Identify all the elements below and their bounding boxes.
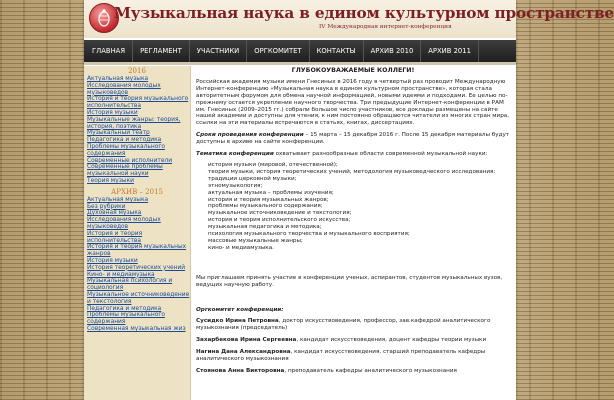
dates-paragraph	[196, 132, 510, 146]
main-content	[196, 68, 510, 400]
sidebar-link[interactable]: Музыкальная психология и социология	[87, 278, 173, 292]
page-container	[84, 0, 614, 400]
member-role: , кандидат искусствоведения, старший преподаватель кафедры аналитического музыкознания	[196, 349, 486, 363]
sidebar-item	[87, 197, 190, 204]
sidebar-link[interactable]: Теория музыки	[87, 177, 134, 184]
list-item: массовые музыкальные жанры;	[208, 237, 303, 244]
member-name: Захарбекова Ирина Сергеевна	[196, 337, 297, 344]
committee-heading: Оргкомитет конференции:	[196, 306, 284, 313]
sidebar-item	[87, 244, 190, 258]
sidebar-link[interactable]: Современные исполнители	[87, 157, 173, 164]
committee-member	[196, 368, 510, 375]
topics-label: Тематика конференции	[196, 151, 274, 158]
sidebar-item	[87, 278, 190, 292]
sidebar-link[interactable]: Духовная музыка	[87, 210, 142, 217]
committee-member	[196, 337, 510, 344]
spacer	[196, 294, 510, 307]
sidebar-item	[87, 231, 190, 245]
sidebar-link[interactable]: Актуальная музыка	[87, 76, 149, 82]
sidebar-item	[87, 178, 190, 185]
sidebar-link[interactable]: Актуальная музыка	[87, 196, 149, 203]
list-item: теория музыки, история теоретических учений, методология музыковедческого исследования;	[208, 168, 496, 175]
sidebar-item	[87, 306, 190, 313]
sidebar-heading-2016: 2016	[128, 67, 146, 75]
topics-text: охватывает разнообразные области современной музыкальной науки:	[273, 151, 488, 158]
sidebar-item	[87, 210, 190, 217]
list-item: актуальная музыка – проблемы изучения;	[208, 189, 334, 196]
sidebar-item	[87, 164, 190, 178]
sidebar-item	[87, 144, 190, 158]
nav-item-home[interactable]: ГЛАВНАЯ	[84, 40, 133, 62]
list-item: история и теория музыкальных жанров;	[208, 196, 329, 203]
committee-member	[196, 349, 510, 363]
sidebar-links-archive-2015	[84, 197, 190, 333]
intro-paragraph: Российская академия музыки имени Гнесиных в 2016 году в четвертый раз проводит Международную Интернет-конференцию «Музыкальная наука в едином культурном пространстве», которая стала авторитетным форумом для обмена научной информацией, новыми идеями и подходами. Ее целью по-прежнему остается укрепление научного творчества. Три предыдущие Интернет-конференции в РАМ им. Гнесиных (2009–2015 гг.) собрали большое число участников, все доклады размещены на сайте нашей академии и доступны для чтения, к ним постоянно обращаются читатели из многих стран мира, ссылки на эти материалы встречаются в статьях, книгах, диссертациях.	[196, 78, 510, 127]
main-navigation	[84, 40, 516, 65]
topics-paragraph	[196, 151, 510, 158]
greeting-heading: ГЛУБОКОУВАЖАЕМЫЕ КОЛЛЕГИ!	[291, 67, 415, 74]
sidebar-item	[87, 158, 190, 165]
sidebar-item	[87, 272, 190, 279]
list-item: традиции церковной музыки;	[208, 175, 297, 182]
sidebar-link[interactable]: Проблемы музыкального содержания	[87, 312, 166, 326]
sidebar-item	[87, 326, 190, 333]
member-name: Нагина Дана Александровна	[196, 349, 291, 356]
sidebar-item	[87, 204, 190, 211]
member-name: Сусидко Ирина Петровна	[196, 318, 279, 325]
topics-list	[196, 162, 510, 252]
site-header	[84, 0, 614, 38]
list-item: кино- и медиамузыка.	[208, 244, 274, 251]
sidebar-link[interactable]: История музыки	[87, 109, 138, 116]
sidebar-item	[87, 258, 190, 265]
sidebar-link[interactable]: Исследования молодых музыковедов	[87, 82, 161, 96]
sidebar-link[interactable]: История и теория исполнительства	[87, 230, 143, 244]
sidebar-link[interactable]: История и теория музыкальных жанров	[87, 244, 187, 258]
nav-item-participants[interactable]: УЧАСТНИКИ	[190, 40, 247, 62]
sidebar-link[interactable]: История музыки	[87, 257, 138, 264]
member-name: Стоянова Анна Викторовна	[196, 368, 285, 374]
member-role: , преподаватель кафедры аналитического музыкознания	[284, 368, 457, 374]
sidebar-link[interactable]: Кино- и медиамузыка	[87, 271, 155, 278]
list-item: этномузыкология;	[208, 182, 263, 189]
sidebar-link[interactable]: Музыкальное источниковедение и текстология	[87, 291, 190, 305]
nav-item-archive-2010[interactable]: АРХИВ 2010	[364, 40, 422, 62]
sidebar-item	[87, 137, 190, 144]
sidebar-item	[87, 265, 190, 272]
sidebar-item	[87, 96, 190, 110]
list-item: психология музыкального творчества и музыкального восприятия;	[208, 231, 410, 238]
sidebar-item	[87, 110, 190, 117]
sidebar-link[interactable]: История и теория музыкального исполнительства	[87, 96, 189, 110]
list-item: история и теория исполнительского искусства;	[208, 217, 351, 224]
member-role: , кандидат искусствоведения, доцент кафедры теории музыки	[296, 337, 487, 344]
list-item: история музыки (мировой, отечественной);	[208, 161, 338, 168]
sidebar-item	[87, 217, 190, 231]
dates-label: Сроки проведения конференции	[196, 132, 304, 139]
sidebar-item	[87, 76, 190, 83]
dates-text: – 15 марта – 15 декабря 2016 г. После 15 декабря материалы будут доступны в архиве на сайте конференции.	[196, 132, 510, 146]
sidebar-link[interactable]: Исследования молодых музыковедов	[87, 217, 161, 230]
committee-member	[196, 318, 510, 332]
sidebar-link[interactable]: Современная музыкальная жиз	[87, 325, 186, 332]
sidebar-item	[87, 292, 190, 306]
nav-item-archive-2011[interactable]: АРХИВ 2011	[421, 40, 479, 62]
sidebar-item	[87, 117, 190, 131]
list-item: проблемы музыкального содержания;	[208, 203, 323, 210]
member-role: , доктор искусствоведения, профессор, зав.кафедрой аналитического музыкознания (председатель)	[196, 318, 491, 332]
nav-item-committee[interactable]: ОРГКОМИТЕТ	[247, 40, 309, 62]
sidebar-link[interactable]: Музыкальные жанры: теория, история, поэтика	[87, 116, 181, 130]
sidebar-item	[87, 83, 190, 97]
nav-item-contacts[interactable]: КОНТАКТЫ	[310, 40, 364, 62]
sidebar-link[interactable]: Педагогика и методика	[87, 305, 162, 312]
sidebar	[84, 66, 191, 400]
sidebar-link[interactable]: Современные проблемы музыкальной науки	[87, 164, 163, 178]
spacer	[196, 257, 510, 275]
sidebar-link[interactable]: Проблемы музыкального содержания	[87, 143, 166, 157]
site-title[interactable]: Музыкальная наука в едином культурном пространстве	[114, 4, 614, 22]
sidebar-item	[87, 312, 190, 326]
invitation-paragraph: Мы приглашаем принять участие в конференции ученых, аспирантов, студентов музыкальных вузов, ведущих научную работу.	[196, 274, 503, 288]
site-subtitle: IV Международная интернет-конференция	[319, 24, 452, 30]
sidebar-link[interactable]: Педагогика и методика	[87, 137, 162, 144]
sidebar-item	[87, 130, 190, 137]
sidebar-link[interactable]: Без рубрики	[87, 203, 126, 210]
sidebar-heading-archive-2015: АРХИВ – 2015	[110, 187, 163, 196]
sidebar-links-2016	[84, 76, 190, 185]
sidebar-link[interactable]: История теоретических учений	[87, 264, 186, 271]
nav-item-rules[interactable]: РЕГЛАМЕНТ	[133, 40, 190, 62]
list-item: музыкальная педагогика и методика;	[208, 224, 322, 231]
list-item: музыкальное источниковедение и текстология;	[208, 210, 352, 217]
sidebar-link[interactable]: Музыкальный театр	[87, 130, 150, 137]
